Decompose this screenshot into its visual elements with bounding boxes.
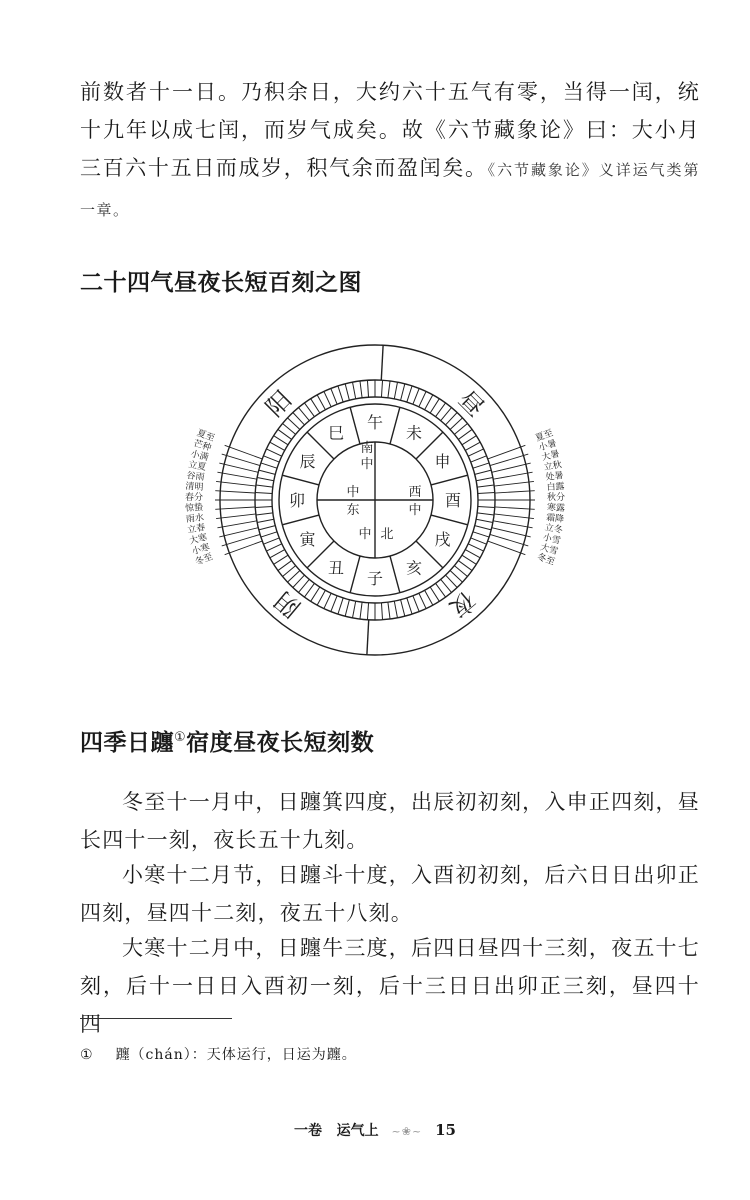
term-fan-line-left [216, 514, 256, 519]
tick-mark [413, 596, 419, 612]
tick-mark [317, 395, 325, 410]
tick-mark [471, 456, 487, 462]
branch-divider [282, 475, 319, 485]
tick-mark [270, 550, 285, 558]
tick-mark [462, 555, 476, 564]
branch-label: 寅 [299, 530, 316, 549]
yin-divider-bottom [367, 620, 369, 655]
left-term-label: 小满 [189, 449, 210, 464]
branch-label: 子 [366, 569, 384, 588]
body-paragraph-3: 大寒十二月中，日躔牛三度，后四日昼四十三刻，夜五十七刻，后十一日日入酉初一刻，后十三日日出卯正三刻，昼四十四 [80, 936, 700, 1036]
tick-mark [407, 386, 412, 402]
tick-mark [401, 384, 405, 400]
tick-mark [261, 463, 277, 468]
tick-mark [367, 380, 368, 397]
tick-mark [256, 485, 273, 487]
tick-mark [454, 424, 467, 435]
tick-mark [304, 403, 314, 417]
branch-label: 申 [434, 452, 451, 471]
tick-mark [477, 485, 494, 487]
left-term-label: 惊蛰 [184, 503, 204, 515]
term-fan-line-right [492, 463, 531, 472]
left-term-label: 大寒 [188, 532, 209, 547]
day-label: 昼 [452, 385, 490, 423]
tick-mark [465, 550, 480, 558]
tick-mark [274, 436, 288, 445]
night-label: 夜 [444, 585, 481, 623]
left-term-label: 雨水 [185, 513, 205, 526]
heading-main: 四季日躔 [80, 730, 174, 756]
tick-mark [394, 601, 397, 618]
left-term-label: 立春 [186, 522, 207, 536]
term-fan-line-right [493, 521, 532, 528]
tick-mark [425, 395, 433, 410]
tick-mark [413, 388, 419, 404]
tick-mark [360, 602, 362, 619]
tick-mark [458, 429, 472, 439]
left-term-label: 冬至 [194, 552, 215, 568]
tick-mark [331, 596, 337, 612]
tick-mark [476, 519, 493, 522]
tick-mark [476, 478, 493, 481]
yang-label: 阳 [260, 385, 298, 423]
left-term-label: 立夏 [187, 460, 207, 474]
north-label: 北 [380, 527, 394, 542]
yin-label: 阴 [269, 585, 306, 623]
tick-mark [475, 526, 491, 530]
tick-mark [381, 603, 382, 620]
right-term-label: 立秋 [543, 460, 563, 474]
tick-mark [324, 391, 331, 406]
tick-mark [458, 561, 472, 571]
right-term-label: 霜降 [545, 513, 565, 526]
tick-mark [299, 579, 310, 592]
branch-label: 丑 [327, 558, 345, 578]
term-fan-line-left [217, 521, 256, 528]
term-fan-line-right [495, 491, 535, 493]
branch-divider [390, 407, 400, 444]
left-term-label: 芒种 [192, 438, 213, 454]
term-fan-line-right [494, 514, 534, 519]
tick-mark [270, 442, 285, 450]
footer-volume: 一卷 [294, 1123, 323, 1139]
right-term-label: 秋分 [547, 493, 566, 503]
branch-label: 戌 [434, 530, 451, 549]
footer-section: 运气上 [336, 1123, 379, 1139]
tick-mark [345, 384, 349, 400]
tick-mark [473, 532, 489, 537]
term-fan-line-left [217, 472, 256, 479]
tick-mark [471, 538, 487, 544]
term-fan-line-left [219, 463, 258, 472]
page-number: 15 [435, 1121, 456, 1139]
tick-mark [338, 386, 343, 402]
right-term-label: 大雪 [538, 542, 560, 558]
tick-mark [266, 544, 281, 551]
term-fan-line-right [494, 481, 534, 486]
right-term-label: 冬至 [535, 552, 556, 568]
tick-mark [441, 408, 452, 421]
tick-mark [255, 506, 272, 507]
tick-mark [407, 598, 412, 614]
section-heading [80, 724, 374, 757]
right-term-label: 立冬 [543, 522, 564, 536]
tick-mark [317, 590, 325, 605]
footnote-rule [80, 1018, 232, 1019]
center-label-bottom: 中 [358, 527, 372, 542]
tick-mark [257, 519, 274, 522]
tick-mark [468, 449, 483, 456]
branch-divider [282, 515, 319, 525]
tick-mark [436, 403, 446, 417]
west-label: 西 [408, 485, 422, 500]
intro-text: 前数者十一日。乃积余日，大约六十五气有零，当得一闰，统十九年以成七闰，而岁气成矣。故《六节藏象论》曰：大小月三百六十五日而成岁，积气余而盈闰矣。 [80, 80, 700, 180]
left-term-label: 夏至 [195, 428, 216, 444]
tick-mark [367, 603, 368, 620]
branch-label: 午 [366, 413, 384, 432]
term-fan-line-left [219, 528, 258, 537]
south-label: 南 [360, 441, 374, 456]
branch-divider [390, 556, 400, 593]
branch-label: 卯 [288, 491, 306, 510]
diagram-heading: 二十四气昼夜长短百刻之图 [80, 270, 362, 296]
left-term-label: 清明 [185, 481, 204, 493]
tick-mark [430, 399, 439, 413]
term-fan-line-right [492, 528, 531, 537]
tick-mark [388, 602, 390, 619]
tick-mark [304, 583, 314, 597]
tick-mark [259, 470, 275, 474]
tick-mark [381, 380, 382, 397]
footnote-number: ① [80, 1047, 94, 1063]
tick-mark [454, 566, 467, 577]
tick-mark [353, 601, 356, 618]
term-fan-line-right [493, 472, 532, 479]
tick-mark [446, 575, 458, 587]
tick-mark [263, 456, 279, 462]
right-term-label: 夏至 [534, 428, 555, 444]
heading-rest: 宿度昼夜长短刻数 [186, 730, 375, 756]
tick-mark [261, 532, 277, 537]
footnote-mark: ① [174, 730, 187, 745]
tick-mark [299, 408, 310, 421]
center-label-top: 中 [360, 457, 374, 472]
tick-mark [477, 513, 494, 515]
tick-mark [293, 575, 305, 587]
footer-ornament: ~❀~ [391, 1125, 423, 1138]
term-fan-line-left [215, 491, 255, 493]
tick-mark [278, 561, 292, 571]
branch-label: 酉 [444, 491, 462, 510]
tick-mark [465, 442, 480, 450]
tick-mark [274, 555, 288, 564]
tick-mark [266, 449, 281, 456]
tick-mark [425, 590, 433, 605]
tick-mark [478, 506, 495, 507]
tick-mark [256, 513, 273, 515]
tick-mark [394, 382, 397, 399]
body-paragraph-1: 冬至十一月中，日躔箕四度，出辰初初刻，入申正四刻，昼长四十一刻，夜长五十九刻。 [80, 790, 700, 852]
day-night-diagram [130, 335, 620, 665]
tick-mark [473, 463, 489, 468]
term-fan-line-left [215, 507, 255, 509]
left-term-label: 小寒 [190, 542, 212, 558]
tick-mark [293, 413, 305, 425]
branch-label: 未 [405, 423, 423, 443]
branch-divider [431, 475, 468, 485]
tick-mark [278, 429, 292, 439]
tick-mark [360, 381, 362, 398]
branch-divider [431, 515, 468, 525]
tick-mark [441, 579, 452, 592]
right-term-label: 小雪 [541, 532, 562, 547]
tick-mark [288, 571, 300, 583]
tick-mark [331, 388, 337, 404]
tick-mark [419, 391, 426, 406]
tick-mark [475, 470, 491, 474]
tick-mark [311, 399, 320, 413]
intro-paragraph [80, 73, 700, 229]
tick-mark [430, 587, 439, 601]
tick-mark [436, 583, 446, 597]
tick-mark [450, 418, 462, 430]
left-term-label: 春分 [184, 493, 203, 503]
tick-mark [324, 593, 331, 608]
tick-mark [462, 436, 476, 445]
branch-divider [350, 407, 360, 444]
tick-mark [257, 478, 274, 481]
intro-note: 《六节藏象论》义详运气类第一章。 [80, 161, 700, 219]
tick-mark [468, 544, 483, 551]
center-label-left: 中 [346, 485, 360, 500]
body-paragraph-2: 小寒十二月节，日躔斗十度，入酉初初刻，后六日日出卯正四刻，昼四十二刻，夜五十八刻。 [80, 863, 700, 925]
tick-mark [338, 598, 343, 614]
yang-divider-top [381, 345, 383, 380]
tick-mark [478, 492, 495, 493]
term-fan-line-right [495, 507, 535, 509]
tick-mark [450, 571, 462, 583]
right-term-label: 寒露 [546, 503, 566, 515]
right-term-label: 大暑 [540, 449, 561, 464]
tick-mark [283, 566, 296, 577]
tick-mark [259, 526, 275, 530]
branch-label: 辰 [299, 452, 316, 471]
tick-mark [345, 600, 349, 616]
branch-label: 亥 [405, 558, 423, 578]
tick-mark [401, 600, 405, 616]
right-term-label: 处暑 [545, 470, 565, 484]
tick-mark [388, 381, 390, 398]
left-term-label: 谷雨 [185, 470, 205, 484]
east-label: 东 [346, 503, 360, 518]
term-fan-line-left [216, 481, 256, 486]
tick-mark [263, 538, 279, 544]
tick-mark [255, 492, 272, 493]
branch-label: 巳 [327, 423, 345, 443]
footnote-text: 躔（chán）：天体运行，日运为躔。 [115, 1047, 357, 1063]
tick-mark [311, 587, 320, 601]
branch-divider [350, 556, 360, 593]
right-term-label: 白露 [546, 481, 565, 493]
center-label-right: 中 [408, 503, 422, 518]
tick-mark [419, 593, 426, 608]
right-term-label: 小暑 [537, 438, 558, 454]
tick-mark [283, 424, 296, 435]
page-footer [0, 1120, 750, 1140]
footnote [80, 1044, 357, 1064]
tick-mark [288, 418, 300, 430]
tick-mark [446, 413, 458, 425]
tick-mark [353, 382, 356, 399]
